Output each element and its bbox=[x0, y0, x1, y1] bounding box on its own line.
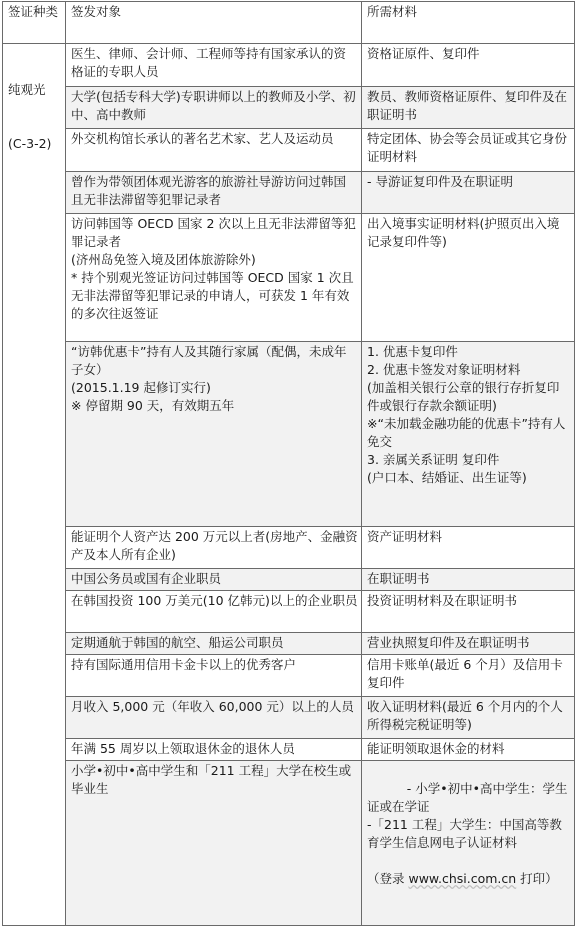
target-cell: 曾作为带领团体观光游客的旅游社导游访问过韩国且无非法滞留等犯罪记录者 bbox=[66, 172, 362, 214]
target-cell: “访韩优惠卡”持有人及其随行家属（配偶，未成年子女） (2015.1.19 起修订实行) ※ 停留期 90 天，有效期五年 bbox=[66, 342, 362, 527]
table-row bbox=[3, 129, 575, 172]
chsi-link[interactable]: www.chsi.com.cn bbox=[408, 871, 517, 886]
target-cell: 大学(包括专科大学)专职讲师以上的教师及小学、初中、高中教师 bbox=[66, 87, 362, 129]
materials-link-post: 打印） bbox=[516, 871, 558, 886]
target-cell: 定期通航于韩国的航空、船运公司职员 bbox=[66, 633, 362, 655]
table-row bbox=[3, 87, 575, 129]
materials-cell: 特定团体、协会等会员证或其它身份证明材料 bbox=[362, 129, 575, 172]
table-row bbox=[3, 569, 575, 591]
materials-cell: 投资证明材料及在职证明书 bbox=[362, 591, 575, 633]
table-row bbox=[3, 527, 575, 569]
table-row bbox=[3, 342, 575, 527]
target-cell: 小学•初中•高中学生和「211 工程」大学在校生或毕业生 bbox=[66, 761, 362, 926]
target-cell: 年满 55 周岁以上领取退休金的退休人员 bbox=[66, 739, 362, 761]
materials-cell: 收入证明材料(最近 6 个月内的个人所得税完税证明等) bbox=[362, 697, 575, 739]
target-cell: 在韩国投资 100 万美元(10 亿韩元)以上的企业职员 bbox=[66, 591, 362, 633]
materials-cell: 1. 优惠卡复印件 2. 优惠卡签发对象证明材料 (加盖相关银行公章的银行存折复印件或银行存款余额证明) ※“未加载金融功能的优惠卡”持有人免交 3. 亲属关系证明 复印件 (户口本、结婚证、出生证等) bbox=[362, 342, 575, 527]
table-row bbox=[3, 44, 575, 87]
materials-cell: 信用卡账单(最近 6 个月）及信用卡复印件 bbox=[362, 655, 575, 697]
table-row bbox=[3, 214, 575, 342]
materials-cell: 资产证明材料 bbox=[362, 527, 575, 569]
table-row bbox=[3, 655, 575, 697]
target-cell: 持有国际通用信用卡金卡以上的优秀客户 bbox=[66, 655, 362, 697]
materials-cell: 资格证原件、复印件 bbox=[362, 44, 575, 87]
visa-type-name: 纯观光 bbox=[8, 82, 46, 97]
table-row bbox=[3, 591, 575, 633]
visa-requirements-document bbox=[2, 1, 574, 886]
target-cell: 外交机构馆长承认的著名艺术家、艺人及运动员 bbox=[66, 129, 362, 172]
materials-cell: 营业执照复印件及在职证明书 bbox=[362, 633, 575, 655]
target-cell: 中国公务员或国有企业职员 bbox=[66, 569, 362, 591]
materials-link-line bbox=[367, 870, 571, 888]
header-visa-type: 签证种类 bbox=[3, 2, 66, 44]
table-row bbox=[3, 172, 575, 214]
header-row bbox=[3, 2, 575, 44]
table-row bbox=[3, 697, 575, 739]
visa-type-cell bbox=[3, 44, 66, 926]
target-cell: 月收入 5,000 元（年收入 60,000 元）以上的人员 bbox=[66, 697, 362, 739]
table-row bbox=[3, 761, 575, 926]
materials-cell: - 导游证复印件及在职证明 bbox=[362, 172, 575, 214]
table-row bbox=[3, 739, 575, 761]
materials-cell bbox=[362, 761, 575, 926]
visa-type-code: (C-3-2) bbox=[8, 136, 52, 151]
target-cell: 能证明个人资产达 200 万元以上者(房地产、金融资产及本人所有企业) bbox=[66, 527, 362, 569]
materials-cell: 在职证明书 bbox=[362, 569, 575, 591]
materials-cell: 教员、教师资格证原件、复印件及在职证明书 bbox=[362, 87, 575, 129]
target-cell: 医生、律师、会计师、工程师等持有国家承认的资格证的专职人员 bbox=[66, 44, 362, 87]
materials-text: - 小学•初中•高中学生：学生证或在学证 -「211 工程」大学生：中国高等教育学生信息网电子认证材料 bbox=[367, 781, 568, 850]
materials-link-pre: （登录 bbox=[367, 871, 409, 886]
header-target: 签发对象 bbox=[66, 2, 362, 44]
materials-cell: 出入境事实证明材料(护照页出入境记录复印件等) bbox=[362, 214, 575, 342]
header-materials: 所需材料 bbox=[362, 2, 575, 44]
visa-requirements-table bbox=[2, 1, 575, 926]
table-row bbox=[3, 633, 575, 655]
materials-cell: 能证明领取退休金的材料 bbox=[362, 739, 575, 761]
target-cell: 访问韩国等 OECD 国家 2 次以上且无非法滞留等犯罪记录者 (济州岛免签入境及团体旅游除外) * 持个别观光签证访问过韩国等 OECD 国家 1 次且无非法滞留等犯罪记录的申请人，可获发 1 年有效的多次往返签证 bbox=[66, 214, 362, 342]
